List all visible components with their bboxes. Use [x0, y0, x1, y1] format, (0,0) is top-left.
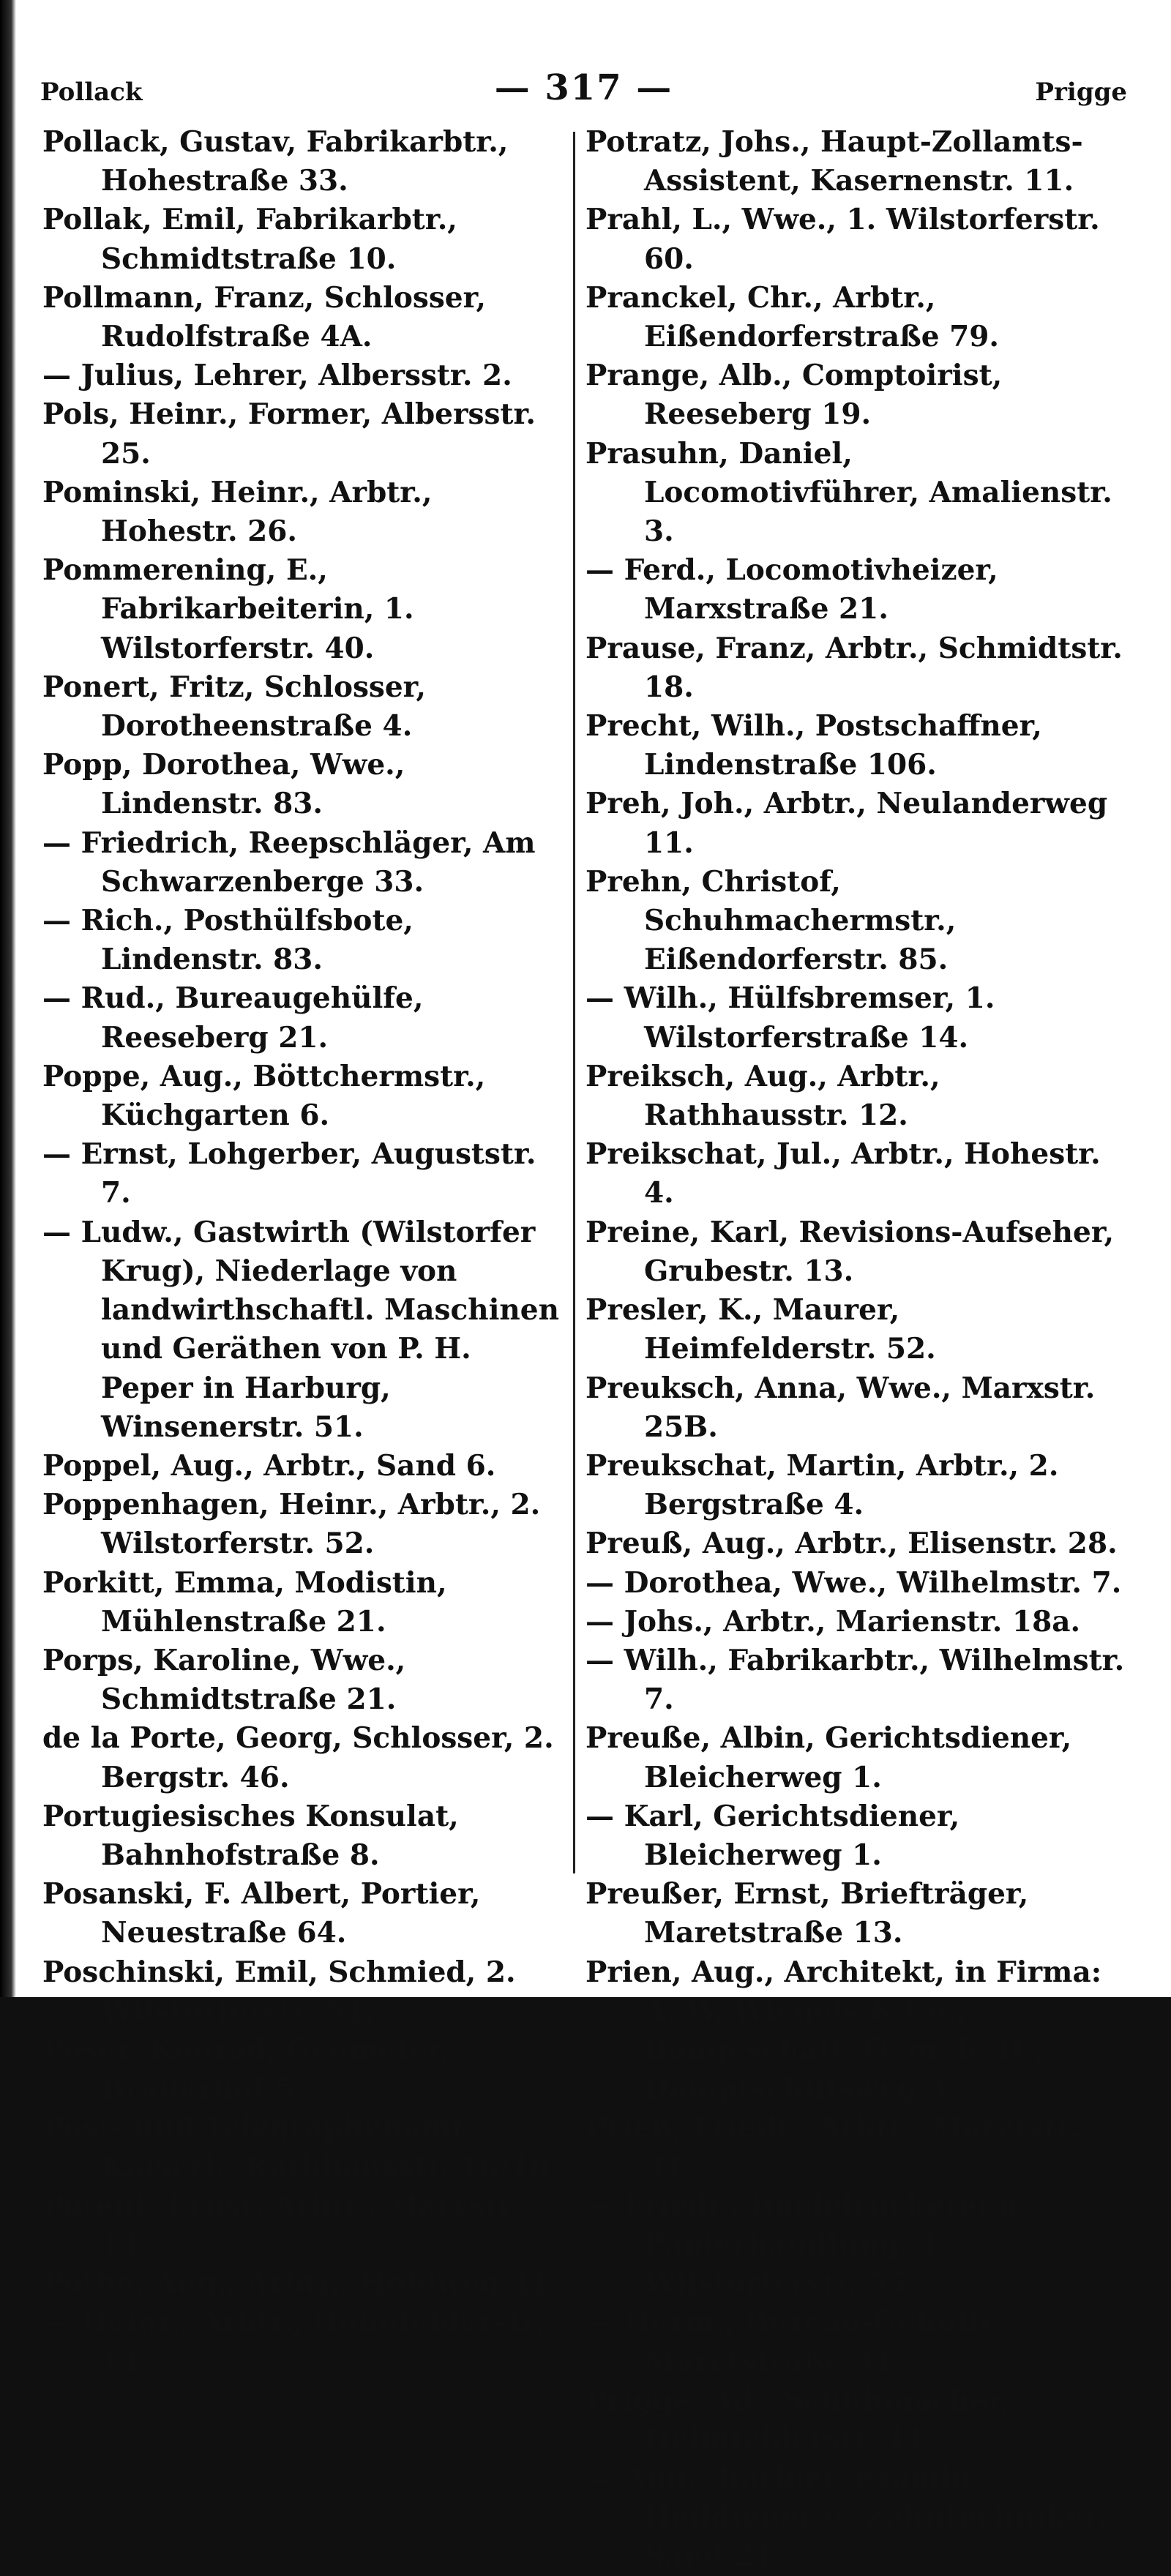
directory-entry: Pollack, Gustav, Fabrikarbtr., Hohestraße 33. — [42, 125, 509, 198]
page-number: — 317 — — [494, 67, 673, 108]
left-column — [42, 123, 566, 2381]
header-left-keyword: Pollack — [40, 78, 143, 107]
directory-entry: Prieß, Friedr., Arbtr., Maretstr. 31. — [586, 2111, 1080, 2184]
directory-entry: Presler, K., Maurer, Heimfelderstr. 52. — [586, 1293, 936, 1366]
directory-entry: Post- und Telegraphenamt, Kaiserl., Rathhausstr. 16/18. — [42, 2111, 560, 2184]
directory-entry: Potratz, Johs., Haupt-Zollamts-Assistent, Kasernenstr. 11. — [586, 125, 1083, 198]
directory-entry: Prause, Franz, Arbtr., Schmidtstr. 18. — [586, 631, 1123, 704]
directory-entry: Preine, Karl, Revisions-Aufseher, Grubestr. 13. — [586, 1215, 1115, 1288]
directory-entry: — Rich., Posthülfsbote, Lindenstr. 83. — [42, 904, 414, 977]
directory-entry: Posanski, F. Albert, Portier, Neuestraße 64. — [42, 1877, 481, 1950]
directory-entry: Preukschat, Martin, Arbtr., 2. Bergstraße 4. — [586, 1448, 1059, 1522]
directory-entry: Poppe, Aug., Böttchermstr., Küchgarten 6. — [42, 1059, 486, 1133]
directory-entry: Poschinski, Emil, Schmied, 2. Wilstorferstr. 54. — [42, 1955, 516, 2028]
directory-entry: — Ludw., Gastwirth (Wilstorfer Krug), Niederlage von landwirthschaftl. Maschinen und Geräthen von P. H. Peper in Harburg, Winsenerstr. 51. — [42, 1215, 559, 1444]
directory-entry: — Dorothea, Wwe., Wilhelmstr. 7. — [586, 1565, 1122, 1600]
directory-entry: Prahl, L., Wwe., 1. Wilstorferstr. 60. — [586, 203, 1100, 276]
directory-entry: Prehn, Christof, Schuhmachermstr., Eißendorferstr. 85. — [586, 864, 957, 977]
directory-entry: Preußer, Ernst, Briefträger, Maretstraße 13. — [586, 1877, 1029, 1950]
directory-entry: — Rud., Bureaugehülfe, Reeseberg 21. — [42, 981, 424, 1055]
directory-entry: Ponert, Fritz, Schlosser, Dorotheenstraße 4. — [42, 670, 426, 744]
directory-entry: Preuksch, Anna, Wwe., Marxstr. 25B. — [586, 1371, 1096, 1444]
page-header — [40, 67, 1127, 111]
directory-entry: — Herm., Bureau-Gehülfe, Maretstraße 31. — [586, 2305, 1009, 2378]
directory-entry: Pollmann, Franz, Schlosser, Rudolfstraße 4A. — [42, 280, 486, 354]
directory-entry: de la Porte, Georg, Schlosser, 2. Bergstr. 46. — [42, 1721, 554, 1794]
directory-entry: Pranckel, Chr., Arbtr., Eißendorferstraße 79. — [586, 280, 999, 354]
directory-entry: Preuße, Albin, Gerichtsdiener, Bleicherweg 1. — [586, 1721, 1072, 1794]
directory-entry: Pothe, Aug., Arbtr., Hohlweg 41. — [42, 2266, 560, 2301]
directory-entry: Precht, Wilh., Postschaffner, Lindenstraße 106. — [586, 709, 1042, 782]
directory-entry: Potent, Ernst, Arbtr., Marxstr. 11. — [42, 2188, 520, 2261]
directory-entry: — Wilh., Hülfsbremser, 1. Wilstorferstraße 14. — [586, 981, 995, 1055]
directory-entry: Preikschat, Jul., Arbtr., Hohestr. 4. — [586, 1137, 1101, 1210]
directory-entry: — Karl, Gerichtsdiener, Bleicherweg 1. — [586, 1799, 960, 1872]
directory-entry: — Heinr., Arbtr., Heimfelderstr. 11 — [42, 2305, 545, 2378]
directory-entry: — Ferd., Locomotivheizer, Marxstraße 21. — [586, 553, 998, 626]
directory-entry: — Ernst, Lohgerber, Auguststr. 7. — [42, 1137, 536, 1210]
header-right-keyword: Prigge — [1035, 78, 1127, 107]
directory-entry: Pollak, Emil, Fabrikarbtr., Schmidtstraße 10. — [42, 203, 457, 276]
directory-entry: Porps, Karoline, Wwe., Schmidtstraße 21. — [42, 1643, 406, 1717]
directory-entry: — Friedrich, Reepschläger, Am Schwarzenberge 33. — [42, 825, 536, 899]
directory-entry: Prasuhn, Daniel, Locomotivführer, Amalienstr. 3. — [586, 436, 1112, 549]
directory-entry: Preh, Joh., Arbtr., Neulanderweg 11. — [586, 787, 1108, 860]
directory-entry: — Julius, Lehrer, Albersstr. 2. — [42, 359, 512, 393]
directory-entry: Preuß, Aug., Arbtr., Elisenstr. 28. — [586, 1527, 1118, 1561]
page-edge-shadow — [0, 0, 16, 1997]
directory-entry: Poppel, Aug., Arbtr., Sand 6. — [42, 1448, 496, 1483]
right-column — [586, 123, 1127, 2576]
directory-entry: Preiksch, Aug., Arbtr., Rathhausstr. 12. — [586, 1059, 940, 1133]
directory-entry: Pommerening, E., Fabrikarbeiterin, 1. Wilstorferstr. 40. — [42, 553, 414, 665]
directory-entry: — Wilh., Fabrikarbtr., Wilhelmstr. 7. — [586, 1643, 1125, 1717]
directory-entry: — Aug., Barbier, examin. Heildiener u. Zahntechniker, Sand 21. — [586, 2461, 1107, 2573]
directory-entry: Pols, Heinr., Former, Albersstr. 25. — [42, 397, 536, 471]
directory-entry: Pominski, Heinr., Arbtr., Hohestr. 26. — [42, 475, 433, 549]
directory-entry: Porkitt, Emma, Modistin, Mühlenstraße 21. — [42, 1565, 447, 1639]
directory-entry: Prange, Alb., Comptoirist, Reeseberg 19. — [586, 359, 1003, 432]
directory-entry: Poppenhagen, Heinr., Arbtr., 2. Wilstorferstr. 52. — [42, 1488, 541, 1561]
directory-entry: Poser, Konrad, Geometer, Brauerhof 5. — [42, 2032, 451, 2106]
directory-entry: Portugiesisches Konsulat, Bahnhofstraße 8. — [42, 1799, 459, 1872]
directory-entry: — Johs., Arbtr., Marienstr. 18a. — [586, 1604, 1081, 1639]
directory-entry: — Friedr., Buchdruckerei u. Papierhandlung, 1. Wilstorferstr. 55. — [586, 2188, 1029, 2301]
directory-entry: Prien, Aug., Architekt, in Firma: A. W. Wiegels & Co., Baugeschäft, G. m. b. H., Dampfschiffsweg 3. — [586, 1955, 1102, 2106]
directory-entry: Popp, Dorothea, Wwe., Lindenstr. 83. — [42, 748, 405, 821]
directory-entry: Prigge, Ad., Schuhmacher, Heimfelderstr. 11. — [586, 2383, 1011, 2456]
column-divider — [573, 132, 575, 1873]
